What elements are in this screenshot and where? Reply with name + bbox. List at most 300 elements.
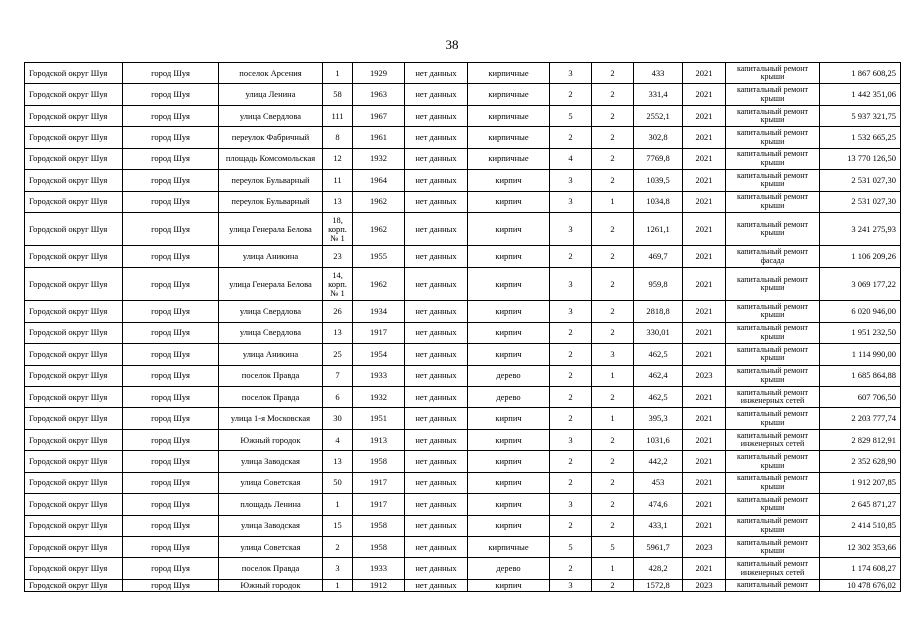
municipality-cell: Городской округ Шуя: [25, 472, 123, 493]
street-cell: улица Советская: [219, 537, 323, 558]
planned-year-cell: 2021: [683, 322, 726, 343]
settlement-cell: город Шуя: [123, 386, 219, 407]
commissioning-cell: нет данных: [405, 148, 468, 169]
entrances-cell: 2: [592, 429, 634, 450]
cost-cell: 1 106 209,26: [820, 246, 901, 267]
commissioning-cell: нет данных: [405, 170, 468, 191]
commissioning-cell: нет данных: [405, 301, 468, 322]
wall-material-cell: кирпичные: [468, 148, 550, 169]
table-row: [25, 267, 901, 300]
wall-material-cell: кирпич: [468, 515, 550, 536]
area-cell: 330,01: [634, 322, 683, 343]
floors-cell: 2: [550, 322, 592, 343]
settlement-cell: город Шуя: [123, 84, 219, 105]
cost-cell: 1 912 207,85: [820, 472, 901, 493]
work-type-cell: капитальный ремонт крыши: [726, 365, 820, 386]
settlement-cell: город Шуя: [123, 515, 219, 536]
wall-material-cell: кирпич: [468, 191, 550, 212]
settlement-cell: город Шуя: [123, 429, 219, 450]
municipality-cell: Городской округ Шуя: [25, 537, 123, 558]
street-cell: улица Свердлова: [219, 105, 323, 126]
table-row: [25, 579, 901, 591]
work-type-cell: капитальный ремонт крыши: [726, 472, 820, 493]
wall-material-cell: кирпичные: [468, 127, 550, 148]
municipality-cell: Городской округ Шуя: [25, 213, 123, 246]
house-number-cell: 13: [323, 191, 353, 212]
house-number-cell: 14, корп. № 1: [323, 267, 353, 300]
municipality-cell: Городской округ Шуя: [25, 515, 123, 536]
house-number-cell: 8: [323, 127, 353, 148]
commissioning-cell: нет данных: [405, 191, 468, 212]
wall-material-cell: кирпичные: [468, 537, 550, 558]
year-built-cell: 1961: [353, 127, 405, 148]
table-row: [25, 365, 901, 386]
municipality-cell: Городской округ Шуя: [25, 148, 123, 169]
table-row: [25, 322, 901, 343]
area-cell: 462,5: [634, 386, 683, 407]
entrances-cell: 3: [592, 344, 634, 365]
table-row: [25, 472, 901, 493]
settlement-cell: город Шуя: [123, 63, 219, 84]
entrances-cell: 2: [592, 451, 634, 472]
year-built-cell: 1932: [353, 148, 405, 169]
commissioning-cell: нет данных: [405, 515, 468, 536]
commissioning-cell: нет данных: [405, 63, 468, 84]
entrances-cell: 1: [592, 365, 634, 386]
settlement-cell: город Шуя: [123, 558, 219, 579]
floors-cell: 3: [550, 170, 592, 191]
settlement-cell: город Шуя: [123, 267, 219, 300]
settlement-cell: город Шуя: [123, 170, 219, 191]
commissioning-cell: нет данных: [405, 451, 468, 472]
planned-year-cell: 2021: [683, 472, 726, 493]
cost-cell: 1 174 608,27: [820, 558, 901, 579]
area-cell: 428,2: [634, 558, 683, 579]
entrances-cell: 2: [592, 63, 634, 84]
floors-cell: 2: [550, 344, 592, 365]
municipality-cell: Городской округ Шуя: [25, 267, 123, 300]
wall-material-cell: кирпич: [468, 246, 550, 267]
area-cell: 433,1: [634, 515, 683, 536]
cost-cell: 10 478 676,02: [820, 579, 901, 591]
floors-cell: 2: [550, 515, 592, 536]
cost-cell: 12 302 353,66: [820, 537, 901, 558]
house-number-cell: 2: [323, 537, 353, 558]
entrances-cell: 2: [592, 267, 634, 300]
work-type-cell: капитальный ремонт крыши: [726, 494, 820, 515]
entrances-cell: 2: [592, 472, 634, 493]
planned-year-cell: 2021: [683, 84, 726, 105]
year-built-cell: 1933: [353, 558, 405, 579]
street-cell: поселок Правда: [219, 558, 323, 579]
cost-cell: 3 069 177,22: [820, 267, 901, 300]
table-row: [25, 558, 901, 579]
work-type-cell: капитальный ремонт фасада: [726, 246, 820, 267]
settlement-cell: город Шуя: [123, 537, 219, 558]
cost-cell: 2 203 777,74: [820, 408, 901, 429]
wall-material-cell: дерево: [468, 365, 550, 386]
floors-cell: 5: [550, 537, 592, 558]
work-type-cell: капитальный ремонт крыши: [726, 105, 820, 126]
year-built-cell: 1917: [353, 322, 405, 343]
table-row: [25, 494, 901, 515]
street-cell: улица Свердлова: [219, 322, 323, 343]
entrances-cell: 1: [592, 191, 634, 212]
entrances-cell: 2: [592, 213, 634, 246]
house-number-cell: 12: [323, 148, 353, 169]
area-cell: 302,8: [634, 127, 683, 148]
street-cell: площадь Ленина: [219, 494, 323, 515]
area-cell: 462,5: [634, 344, 683, 365]
year-built-cell: 1963: [353, 84, 405, 105]
planned-year-cell: 2021: [683, 213, 726, 246]
municipality-cell: Городской округ Шуя: [25, 386, 123, 407]
wall-material-cell: кирпичные: [468, 105, 550, 126]
planned-year-cell: 2021: [683, 515, 726, 536]
street-cell: улица 1-я Московская: [219, 408, 323, 429]
floors-cell: 2: [550, 127, 592, 148]
cost-cell: 2 531 027,30: [820, 191, 901, 212]
cost-cell: 6 020 946,00: [820, 301, 901, 322]
street-cell: улица Заводская: [219, 515, 323, 536]
commissioning-cell: нет данных: [405, 494, 468, 515]
settlement-cell: город Шуя: [123, 344, 219, 365]
settlement-cell: город Шуя: [123, 148, 219, 169]
commissioning-cell: нет данных: [405, 344, 468, 365]
cost-cell: 2 531 027,30: [820, 170, 901, 191]
floors-cell: 2: [550, 246, 592, 267]
wall-material-cell: кирпичные: [468, 84, 550, 105]
floors-cell: 5: [550, 105, 592, 126]
floors-cell: 3: [550, 213, 592, 246]
municipality-cell: Городской округ Шуя: [25, 63, 123, 84]
entrances-cell: 2: [592, 105, 634, 126]
house-number-cell: 6: [323, 386, 353, 407]
commissioning-cell: нет данных: [405, 537, 468, 558]
planned-year-cell: 2021: [683, 344, 726, 365]
house-number-cell: 25: [323, 344, 353, 365]
settlement-cell: город Шуя: [123, 472, 219, 493]
year-built-cell: 1955: [353, 246, 405, 267]
street-cell: переулок Фабричный: [219, 127, 323, 148]
area-cell: 469,7: [634, 246, 683, 267]
cost-cell: 1 532 665,25: [820, 127, 901, 148]
municipality-cell: Городской округ Шуя: [25, 191, 123, 212]
area-cell: 5961,7: [634, 537, 683, 558]
settlement-cell: город Шуя: [123, 322, 219, 343]
area-cell: 1572,8: [634, 579, 683, 591]
housing-repair-table: [24, 62, 901, 592]
settlement-cell: город Шуя: [123, 365, 219, 386]
settlement-cell: город Шуя: [123, 451, 219, 472]
entrances-cell: 2: [592, 322, 634, 343]
cost-cell: 2 352 628,90: [820, 451, 901, 472]
house-number-cell: 4: [323, 429, 353, 450]
house-number-cell: 50: [323, 472, 353, 493]
cost-cell: 2 645 871,27: [820, 494, 901, 515]
area-cell: 959,8: [634, 267, 683, 300]
floors-cell: 2: [550, 84, 592, 105]
floors-cell: 3: [550, 494, 592, 515]
table-row: [25, 451, 901, 472]
planned-year-cell: 2021: [683, 408, 726, 429]
cost-cell: 1 951 232,50: [820, 322, 901, 343]
commissioning-cell: нет данных: [405, 213, 468, 246]
floors-cell: 2: [550, 451, 592, 472]
year-built-cell: 1929: [353, 63, 405, 84]
commissioning-cell: нет данных: [405, 267, 468, 300]
house-number-cell: 30: [323, 408, 353, 429]
year-built-cell: 1962: [353, 191, 405, 212]
year-built-cell: 1933: [353, 365, 405, 386]
house-number-cell: 18, корп. № 1: [323, 213, 353, 246]
municipality-cell: Городской округ Шуя: [25, 451, 123, 472]
municipality-cell: Городской округ Шуя: [25, 170, 123, 191]
planned-year-cell: 2021: [683, 148, 726, 169]
planned-year-cell: 2023: [683, 365, 726, 386]
year-built-cell: 1932: [353, 386, 405, 407]
work-type-cell: капитальный ремонт крыши: [726, 191, 820, 212]
settlement-cell: город Шуя: [123, 246, 219, 267]
street-cell: площадь Комсомольская: [219, 148, 323, 169]
wall-material-cell: кирпич: [468, 301, 550, 322]
table-row: [25, 170, 901, 191]
commissioning-cell: нет данных: [405, 558, 468, 579]
wall-material-cell: кирпич: [468, 322, 550, 343]
house-number-cell: 15: [323, 515, 353, 536]
area-cell: 2818,8: [634, 301, 683, 322]
commissioning-cell: нет данных: [405, 127, 468, 148]
area-cell: 2552,1: [634, 105, 683, 126]
commissioning-cell: нет данных: [405, 408, 468, 429]
municipality-cell: Городской округ Шуя: [25, 365, 123, 386]
floors-cell: 2: [550, 365, 592, 386]
street-cell: улица Аникина: [219, 246, 323, 267]
house-number-cell: 11: [323, 170, 353, 191]
table-row: [25, 127, 901, 148]
settlement-cell: город Шуя: [123, 494, 219, 515]
house-number-cell: 7: [323, 365, 353, 386]
commissioning-cell: нет данных: [405, 322, 468, 343]
settlement-cell: город Шуя: [123, 301, 219, 322]
planned-year-cell: 2023: [683, 537, 726, 558]
commissioning-cell: нет данных: [405, 105, 468, 126]
cost-cell: 2 829 812,91: [820, 429, 901, 450]
year-built-cell: 1954: [353, 344, 405, 365]
table-row: [25, 301, 901, 322]
table-row: [25, 386, 901, 407]
work-type-cell: капитальный ремонт крыши: [726, 451, 820, 472]
floors-cell: 3: [550, 429, 592, 450]
municipality-cell: Городской округ Шуя: [25, 429, 123, 450]
table-row: [25, 63, 901, 84]
cost-cell: 3 241 275,93: [820, 213, 901, 246]
year-built-cell: 1917: [353, 494, 405, 515]
work-type-cell: капитальный ремонт крыши: [726, 63, 820, 84]
work-type-cell: капитальный ремонт инженерных сетей: [726, 429, 820, 450]
planned-year-cell: 2021: [683, 386, 726, 407]
street-cell: улица Ленина: [219, 84, 323, 105]
table-row: [25, 105, 901, 126]
entrances-cell: 2: [592, 515, 634, 536]
wall-material-cell: кирпич: [468, 472, 550, 493]
page-number: 38: [445, 37, 459, 52]
table-row: [25, 148, 901, 169]
area-cell: 474,6: [634, 494, 683, 515]
settlement-cell: город Шуя: [123, 105, 219, 126]
floors-cell: 2: [550, 558, 592, 579]
municipality-cell: Городской округ Шуя: [25, 84, 123, 105]
municipality-cell: Городской округ Шуя: [25, 558, 123, 579]
table-body: [25, 63, 901, 592]
wall-material-cell: дерево: [468, 558, 550, 579]
area-cell: 1034,8: [634, 191, 683, 212]
commissioning-cell: нет данных: [405, 579, 468, 591]
entrances-cell: 2: [592, 579, 634, 591]
street-cell: Южный городок: [219, 579, 323, 591]
planned-year-cell: 2021: [683, 63, 726, 84]
wall-material-cell: кирпич: [468, 429, 550, 450]
settlement-cell: город Шуя: [123, 127, 219, 148]
planned-year-cell: 2021: [683, 246, 726, 267]
wall-material-cell: кирпич: [468, 170, 550, 191]
house-number-cell: 23: [323, 246, 353, 267]
cost-cell: 1 867 608,25: [820, 63, 901, 84]
wall-material-cell: кирпич: [468, 267, 550, 300]
municipality-cell: Городской округ Шуя: [25, 344, 123, 365]
commissioning-cell: нет данных: [405, 386, 468, 407]
cost-cell: 607 706,50: [820, 386, 901, 407]
house-number-cell: 3: [323, 558, 353, 579]
wall-material-cell: кирпичные: [468, 63, 550, 84]
area-cell: 1031,6: [634, 429, 683, 450]
table-row: [25, 191, 901, 212]
wall-material-cell: кирпич: [468, 451, 550, 472]
wall-material-cell: кирпич: [468, 213, 550, 246]
work-type-cell: капитальный ремонт инженерных сетей: [726, 386, 820, 407]
house-number-cell: 1: [323, 494, 353, 515]
table-row: [25, 344, 901, 365]
street-cell: поселок Правда: [219, 365, 323, 386]
municipality-cell: Городской округ Шуя: [25, 322, 123, 343]
house-number-cell: 111: [323, 105, 353, 126]
commissioning-cell: нет данных: [405, 429, 468, 450]
year-built-cell: 1962: [353, 267, 405, 300]
year-built-cell: 1958: [353, 451, 405, 472]
work-type-cell: капитальный ремонт крыши: [726, 84, 820, 105]
work-type-cell: капитальный ремонт инженерных сетей: [726, 558, 820, 579]
commissioning-cell: нет данных: [405, 472, 468, 493]
cost-cell: 2 414 510,85: [820, 515, 901, 536]
wall-material-cell: кирпич: [468, 344, 550, 365]
planned-year-cell: 2023: [683, 579, 726, 591]
house-number-cell: 13: [323, 451, 353, 472]
municipality-cell: Городской округ Шуя: [25, 408, 123, 429]
table-row: [25, 515, 901, 536]
table-row: [25, 246, 901, 267]
area-cell: 395,3: [634, 408, 683, 429]
planned-year-cell: 2021: [683, 451, 726, 472]
work-type-cell: капитальный ремонт крыши: [726, 213, 820, 246]
commissioning-cell: нет данных: [405, 84, 468, 105]
entrances-cell: 2: [592, 494, 634, 515]
cost-cell: 13 770 126,50: [820, 148, 901, 169]
street-cell: поселок Правда: [219, 386, 323, 407]
house-number-cell: 13: [323, 322, 353, 343]
year-built-cell: 1917: [353, 472, 405, 493]
municipality-cell: Городской округ Шуя: [25, 246, 123, 267]
cost-cell: 1 442 351,06: [820, 84, 901, 105]
wall-material-cell: дерево: [468, 386, 550, 407]
planned-year-cell: 2021: [683, 494, 726, 515]
entrances-cell: 2: [592, 127, 634, 148]
work-type-cell: капитальный ремонт крыши: [726, 537, 820, 558]
area-cell: 462,4: [634, 365, 683, 386]
commissioning-cell: нет данных: [405, 365, 468, 386]
entrances-cell: 1: [592, 558, 634, 579]
work-type-cell: капитальный ремонт крыши: [726, 148, 820, 169]
year-built-cell: 1951: [353, 408, 405, 429]
year-built-cell: 1913: [353, 429, 405, 450]
wall-material-cell: кирпич: [468, 579, 550, 591]
municipality-cell: Городской округ Шуя: [25, 127, 123, 148]
street-cell: улица Заводская: [219, 451, 323, 472]
house-number-cell: 58: [323, 84, 353, 105]
street-cell: поселок Арсения: [219, 63, 323, 84]
year-built-cell: 1958: [353, 515, 405, 536]
area-cell: 442,2: [634, 451, 683, 472]
year-built-cell: 1958: [353, 537, 405, 558]
planned-year-cell: 2021: [683, 127, 726, 148]
planned-year-cell: 2021: [683, 191, 726, 212]
area-cell: 7769,8: [634, 148, 683, 169]
year-built-cell: 1934: [353, 301, 405, 322]
floors-cell: 3: [550, 191, 592, 212]
area-cell: 1039,5: [634, 170, 683, 191]
floors-cell: 3: [550, 579, 592, 591]
floors-cell: 2: [550, 386, 592, 407]
entrances-cell: 2: [592, 170, 634, 191]
planned-year-cell: 2021: [683, 301, 726, 322]
work-type-cell: капитальный ремонт крыши: [726, 127, 820, 148]
work-type-cell: капитальный ремонт крыши: [726, 170, 820, 191]
floors-cell: 2: [550, 408, 592, 429]
year-built-cell: 1962: [353, 213, 405, 246]
municipality-cell: Городской округ Шуя: [25, 579, 123, 591]
municipality-cell: Городской округ Шуя: [25, 301, 123, 322]
wall-material-cell: кирпич: [468, 408, 550, 429]
floors-cell: 2: [550, 472, 592, 493]
planned-year-cell: 2021: [683, 105, 726, 126]
settlement-cell: город Шуя: [123, 579, 219, 591]
work-type-cell: капитальный ремонт крыши: [726, 267, 820, 300]
table-row: [25, 408, 901, 429]
area-cell: 453: [634, 472, 683, 493]
municipality-cell: Городской округ Шуя: [25, 494, 123, 515]
settlement-cell: город Шуя: [123, 213, 219, 246]
year-built-cell: 1967: [353, 105, 405, 126]
street-cell: переулок Бульварный: [219, 191, 323, 212]
street-cell: улица Свердлова: [219, 301, 323, 322]
planned-year-cell: 2021: [683, 170, 726, 191]
cost-cell: 1 685 864,88: [820, 365, 901, 386]
house-number-cell: 1: [323, 63, 353, 84]
table-row: [25, 537, 901, 558]
work-type-cell: капитальный ремонт крыши: [726, 408, 820, 429]
commissioning-cell: нет данных: [405, 246, 468, 267]
settlement-cell: город Шуя: [123, 408, 219, 429]
work-type-cell: капитальный ремонт крыши: [726, 322, 820, 343]
